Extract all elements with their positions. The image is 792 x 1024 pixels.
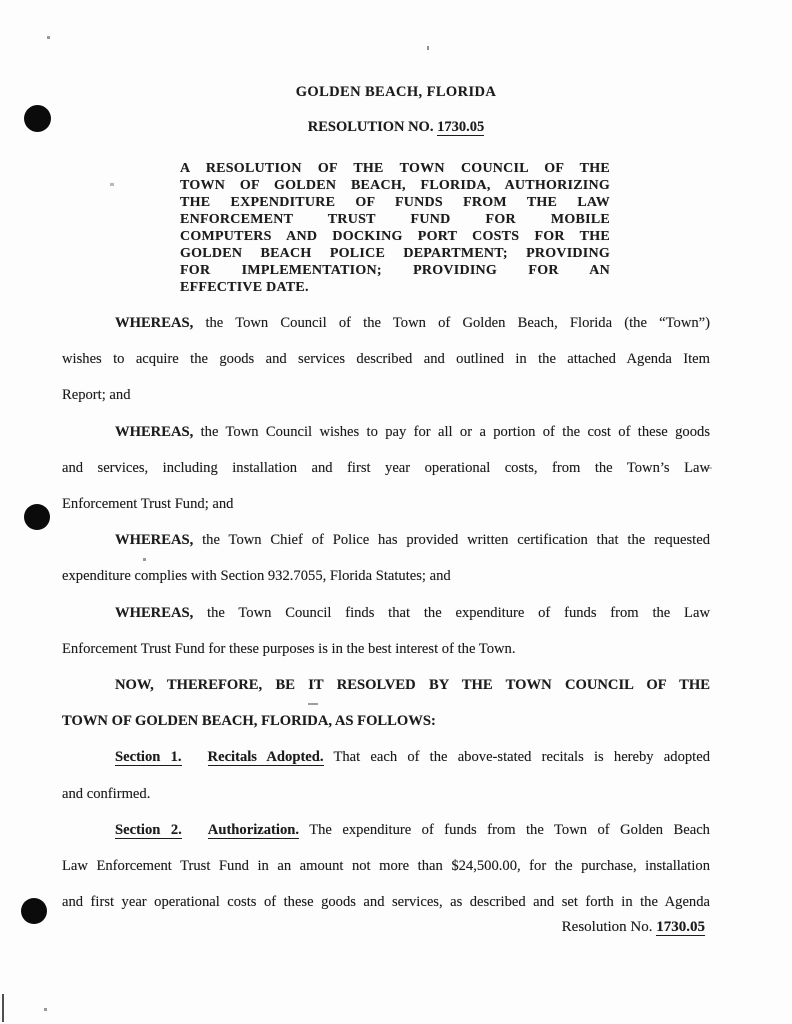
text-line: [62, 595, 710, 631]
text-segment: expenditure complies with Section 932.7055, Florida Statutes; and: [62, 568, 451, 585]
text-segment: the Town Council of the Town of Golden Beach, Florida (the “Town”): [193, 315, 710, 331]
text-segment: THE EXPENDITURE OF FUNDS FROM THE LAW: [180, 195, 610, 210]
scan-artifact: [110, 183, 114, 186]
text-segment: and first year operational costs of these goods and services, as described and set forth in the Agenda: [62, 894, 710, 911]
text-segment: the Town Council wishes to pay for all or a portion of the cost of these goods: [193, 423, 710, 440]
text-segment: WHEREAS,: [115, 315, 194, 331]
text-segment: COMPUTERS AND DOCKING PORT COSTS FOR THE: [180, 229, 610, 244]
text-line: [62, 667, 710, 703]
paragraph-whereas-1: [62, 305, 710, 414]
paragraph-whereas-2: [62, 414, 710, 523]
text-segment: Enforcement Trust Fund; and: [62, 496, 234, 513]
hole-punch-mark: [21, 898, 47, 924]
text-line: [62, 305, 710, 341]
text-segment: Recitals Adopted.: [207, 749, 324, 766]
text-line: [180, 262, 610, 279]
scan-artifact: [44, 1008, 47, 1011]
text-line: [180, 279, 610, 296]
page-footer-resolution-number: [562, 919, 705, 936]
text-segment: A RESOLUTION OF THE TOWN COUNCIL OF THE: [180, 161, 610, 176]
text-segment: Section 1.: [115, 749, 182, 766]
text-segment: FOR IMPLEMENTATION; PROVIDING FOR AN: [180, 263, 610, 278]
text-line: [180, 228, 610, 245]
text-line: [62, 739, 710, 775]
text-segment: 1730.05: [656, 919, 705, 935]
text-line: [62, 486, 710, 522]
text-line: [62, 341, 710, 377]
paragraph-section-2: [62, 812, 710, 921]
text-segment: wishes to acquire the goods and services described and outlined in the attached Agenda Item: [62, 351, 710, 368]
text-segment: WHEREAS,: [115, 423, 194, 440]
paragraph-whereas-4: [62, 595, 710, 667]
text-segment: Resolution No.: [561, 919, 657, 935]
text-line: [62, 522, 710, 558]
document-title: GOLDEN BEACH, FLORIDA: [295, 84, 497, 100]
text-segment: TOWN OF GOLDEN BEACH, FLORIDA, AUTHORIZING: [180, 178, 610, 193]
text-segment: Report; and: [62, 387, 131, 404]
text-segment: NOW, THEREFORE, BE IT RESOLVED BY THE TOWN COUNCIL OF THE: [115, 677, 710, 694]
text-line: [180, 177, 610, 194]
text-segment: ENFORCEMENT TRUST FUND FOR MOBILE: [180, 212, 610, 227]
text-segment: Authorization.: [207, 821, 300, 838]
text-segment: The expenditure of funds from the Town of Golden Beach: [299, 821, 710, 838]
text-segment: Enforcement Trust Fund for these purposes is in the best interest of the Town.: [62, 640, 516, 657]
text-line: [62, 414, 710, 450]
scan-artifact: [47, 36, 50, 39]
text-line: [180, 160, 610, 177]
scan-edge-artifact: [2, 994, 4, 1022]
text-segment: EFFECTIVE DATE.: [180, 280, 309, 295]
text-segment: That each of the above-stated recitals is hereby adopted: [323, 749, 710, 766]
hole-punch-mark: [24, 504, 50, 530]
text-line: [62, 848, 710, 884]
text-line: [62, 776, 710, 812]
paragraph-whereas-3: [62, 522, 710, 594]
text-segment: and services, including installation and first year operational costs, from the Town’s Law: [62, 459, 710, 476]
text-line: [180, 194, 610, 211]
text-segment: Section 2.: [115, 821, 182, 838]
resolution-summary-block: [180, 160, 610, 296]
scan-artifact: [427, 46, 429, 50]
text-line: [180, 245, 610, 262]
text-line: [0, 119, 792, 136]
text-line: [62, 558, 710, 594]
text-line: [62, 703, 710, 739]
text-line: [562, 919, 705, 936]
text-segment: 1730.05: [437, 119, 485, 135]
text-segment: the Town Chief of Police has provided written certification that the requested: [193, 532, 710, 549]
text-segment: Law Enforcement Trust Fund in an amount not more than $24,500.00, for the purchase, installation: [62, 858, 710, 875]
text-line: [62, 377, 710, 413]
text-segment: the Town Council finds that the expenditure of funds from the Law: [193, 604, 710, 621]
text-segment: and confirmed.: [62, 785, 151, 802]
text-segment: RESOLUTION NO.: [307, 119, 438, 135]
paragraph-section-1: [62, 739, 710, 811]
text-segment: TOWN OF GOLDEN BEACH, FLORIDA, AS FOLLOWS:: [62, 713, 436, 730]
text-line: [180, 211, 610, 228]
text-segment: WHEREAS,: [115, 604, 194, 621]
resolution-number-heading: [0, 119, 792, 136]
text-line: [62, 812, 710, 848]
document-body: [62, 305, 710, 920]
text-line: [62, 631, 710, 667]
text-segment: GOLDEN BEACH POLICE DEPARTMENT; PROVIDING: [180, 246, 610, 261]
paragraph-now-therefore: [62, 667, 710, 739]
text-segment: WHEREAS,: [115, 532, 194, 549]
text-line: [62, 884, 710, 920]
text-line: [62, 450, 710, 486]
